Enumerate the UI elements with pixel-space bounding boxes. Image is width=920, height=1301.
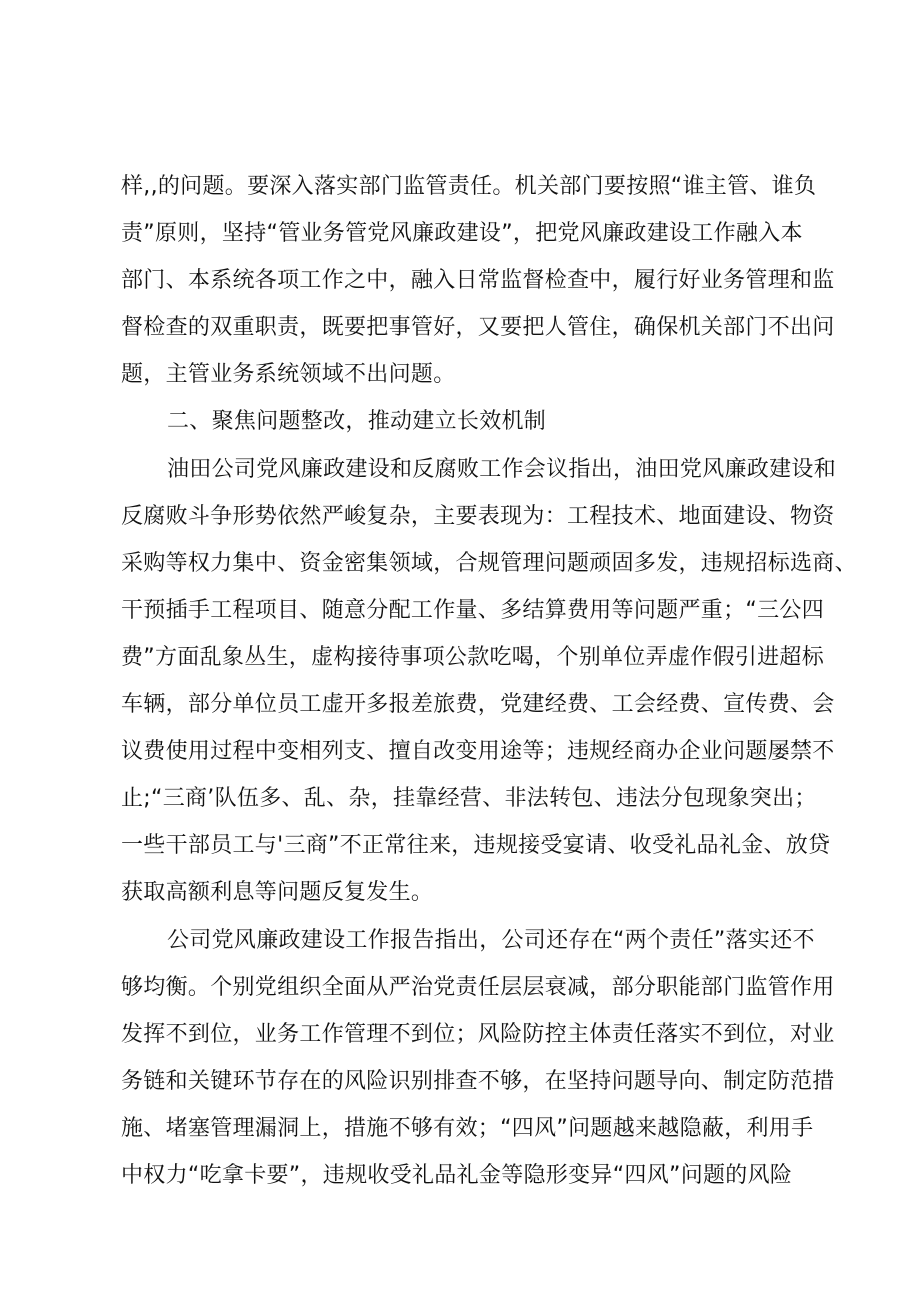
paragraph-meeting-findings <box>121 446 857 917</box>
text-line: 费”方面乱象丛生，虚构接待事项公款吃喝，个别单位弄虚作假引进超标 <box>121 644 824 670</box>
text-line: 题，主管业务系统领域不出问题。 <box>121 362 456 388</box>
text-line: 油田公司党风廉政建设和反腐败工作会议指出，油田党风廉政建设和 <box>167 456 837 482</box>
document-body <box>121 163 857 1199</box>
text-line: 一些干部员工与'三商”不正常往来，违规接受宴请、收受礼品礼金、放贷 <box>121 833 831 859</box>
text-line: 务链和关键环节存在的风险识别排查不够，在坚持问题导向、制定防范措 <box>121 1068 835 1094</box>
text-line: 止;“三商’队伍多、乱、杂，挂靠经营、非法转包、违法分包现象突出； <box>121 786 817 812</box>
text-line: 干预插手工程项目、随意分配工作量、多结算费用等问题严重；“三公四 <box>121 597 824 623</box>
paragraph-work-report <box>121 917 835 1200</box>
text-line: 施、堵塞管理漏洞上，措施不够有效；“四风”问题越来越隐蔽，利用手 <box>121 1115 814 1141</box>
text-line: 责”原则，坚持“管业务管党风廉政建设”，把党风廉政建设工作融入本 <box>121 221 803 247</box>
text-line: 车辆，部分单位员工虚开多报差旅费，党建经费、工会经费、宣传费、会 <box>121 692 835 718</box>
text-line: 采购等权力集中、资金密集领域，合规管理问题顽固多发，违规招标选商、 <box>121 550 857 576</box>
text-line: 样,,的问题。要深入落实部门监管责任。机关部门要按照“谁主管、谁负 <box>121 174 817 199</box>
text-line: 够均衡。个别党组织全面从严治党责任层层衰减，部分职能部门监管作用 <box>121 974 835 1000</box>
text-line: 获取高额利息等问题反复发生。 <box>121 880 434 906</box>
text-line: 中权力“吃拿卡要”，违规收受礼品礼金等隐形变异“四风”问题的风险 <box>121 1162 793 1188</box>
text-line: 部门、本系统各项工作之中，融入日常监督检查中，履行好业务管理和监 <box>121 268 835 294</box>
section-heading <box>121 398 801 445</box>
text-line: 反腐败斗争形势依然严峻复杂，主要表现为：工程技术、地面建设、物资 <box>121 503 835 529</box>
text-line: 公司党风廉政建设工作报告指出，公司还存在“两个责任”落实还不 <box>167 927 815 953</box>
paragraph-responsibility <box>121 163 835 398</box>
text-line: 发挥不到位，业务工作管理不到位；风险防控主体责任落实不到位，对业 <box>121 1021 835 1047</box>
text-line: 督检查的双重职责，既要把事管好，又要把人管住，确保机关部门不出问 <box>121 315 835 341</box>
heading-text: 二、聚焦问题整改，推动建立长效机制 <box>167 409 547 435</box>
text-line: 议费使用过程中变相列支、擅自改变用途等；违规经商办企业问题屡禁不 <box>121 739 835 765</box>
